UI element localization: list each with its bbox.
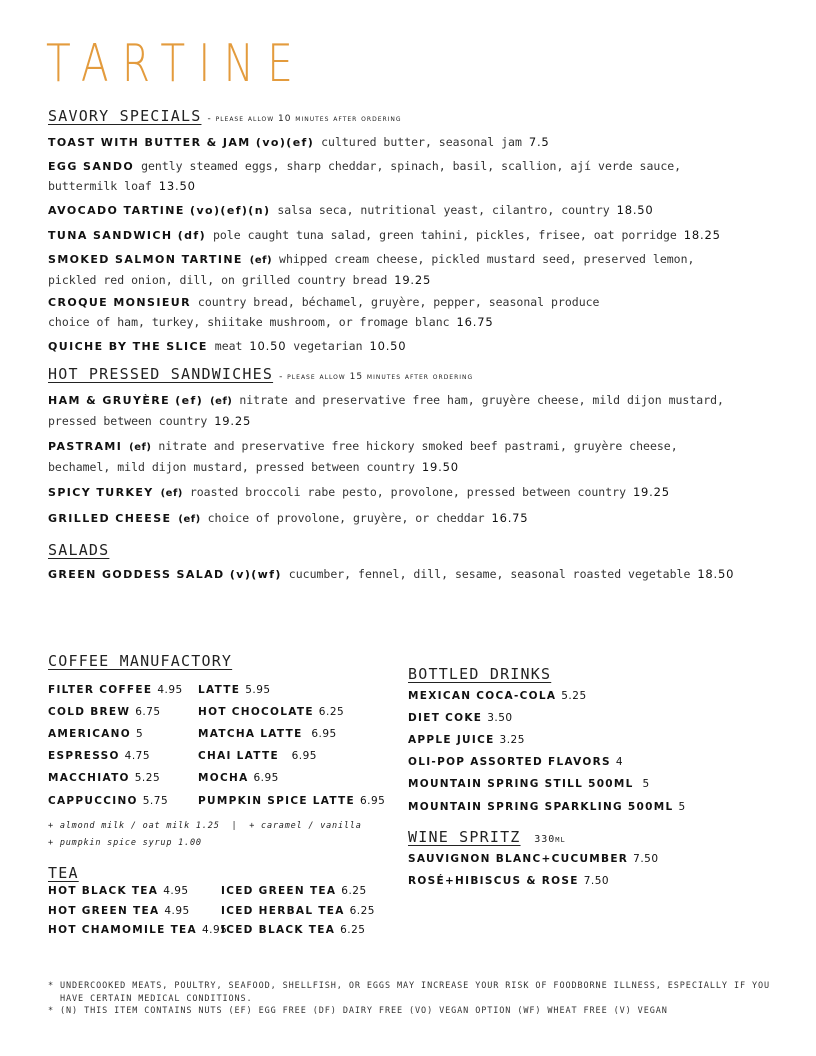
pressed-section-title: HOT PRESSED SANDWICHES [48, 365, 274, 383]
coffee-section-title: COFFEE MANUFACTORY [48, 652, 233, 670]
item-price-b: 10.50 [369, 339, 407, 353]
item-tags: (ef) [210, 396, 233, 407]
coffee-item: PUMPKIN SPICE LATTE 6.95 [198, 795, 386, 807]
menu-item-avocado-tartine [48, 201, 783, 221]
tea-item: HOT CHAMOMILE TEA 4.95 [48, 924, 228, 936]
tea-item: ICED BLACK TEA 6.25 [221, 924, 366, 936]
coffee-addon-line-2: + pumpkin spice syrup 1.00 [48, 838, 202, 848]
bottled-section-header [408, 664, 551, 683]
item-desc: nitrate and preservative free ham, gruyère cheese, mild dijon mustard, [239, 393, 724, 407]
salads-section-title: SALADS [48, 541, 110, 559]
item-desc: country bread, béchamel, gruyère, pepper, seasonal produce [197, 295, 600, 309]
coffee-item: FILTER COFFEE 4.95 [48, 684, 183, 696]
coffee-item: MOCHA 6.95 [198, 772, 279, 784]
item-name: EGG SANDO [48, 160, 135, 173]
bottled-item: OLI-POP ASSORTED FLAVORS 4 [408, 756, 624, 768]
item-name: TOAST WITH BUTTER & JAM (vo)(ef) [48, 136, 315, 149]
pressed-section-note: - please allow 15 minutes after ordering [279, 372, 474, 382]
item-desc-line2: pickled red onion, dill, on grilled country bread [48, 272, 388, 287]
item-desc: nitrate and preservative free hickory smoked beef pastrami, gruyère cheese, [158, 439, 678, 453]
item-price: 16.75 [491, 511, 529, 525]
item-price: 13.50 [158, 178, 196, 193]
menu-item-green-goddess [48, 565, 783, 585]
menu-item-egg-sando [48, 157, 783, 196]
wine-section-note: 330ml [534, 834, 566, 845]
item-name: AVOCADO TARTINE (vo)(ef)(n) [48, 204, 271, 217]
item-desc: roasted broccoli rabe pesto, provolone, pressed between country [189, 485, 626, 499]
menu-item-grilled-cheese [48, 509, 783, 530]
item-desc-line2: bechamel, mild dijon mustard, pressed between country [48, 459, 415, 474]
item-desc-b: vegetarian [293, 339, 363, 353]
pressed-section-header [48, 364, 473, 383]
item-price: 18.50 [697, 567, 735, 581]
bottled-item: MOUNTAIN SPRING STILL 500ML 5 [408, 778, 650, 790]
item-price: 19.25 [214, 413, 252, 428]
item-price: 18.50 [616, 203, 654, 217]
item-name: HAM & GRUYÈRE (ef) [48, 394, 204, 407]
tartine-logo: TARTINE [46, 34, 307, 94]
bottled-item: DIET COKE 3.50 [408, 712, 513, 724]
bottled-section-title: BOTTLED DRINKS [408, 665, 552, 683]
coffee-item: AMERICANO 5 [48, 728, 144, 740]
tea-item: ICED HERBAL TEA 6.25 [221, 905, 375, 917]
footnote-dietary-key: * (N) THIS ITEM CONTAINS NUTS (EF) EGG FREE (DF) DAIRY FREE (VO) VEGAN OPTION (WF) WHEAT FREE (V) VEGAN [48, 1006, 668, 1016]
savory-section-note: - please allow 10 minutes after ordering [207, 114, 402, 124]
tea-section-title: TEA [48, 864, 79, 882]
item-price: 16.75 [456, 314, 494, 329]
item-name: GRILLED CHEESE [48, 512, 172, 525]
menu-item-tuna-sandwich [48, 226, 783, 246]
wine-section-header [408, 827, 566, 846]
wine-item: SAUVIGNON BLANC+CUCUMBER 7.50 [408, 853, 659, 865]
menu-item-smoked-salmon [48, 250, 783, 290]
item-tags: (ef) [178, 514, 201, 525]
footnote-food-safety: * UNDERCOOKED MEATS, POULTRY, SEAFOOD, SHELLFISH, OR EGGS MAY INCREASE YOUR RISK OF FOODBORNE ILLNESS, ESPECIALLY IF YOU HAVE CERTAIN MEDICAL CONDITIONS. [48, 981, 771, 1004]
coffee-item: HOT CHOCOLATE 6.25 [198, 706, 345, 718]
menu-item-pastrami [48, 437, 783, 477]
coffee-item: LATTE 5.95 [198, 684, 271, 696]
item-desc: salsa seca, nutritional yeast, cilantro, country [277, 203, 610, 217]
tea-item: HOT GREEN TEA 4.95 [48, 905, 190, 917]
coffee-addon-line-1: + almond milk / oat milk 1.25 | + caramel / vanilla [48, 821, 362, 831]
menu-item-quiche [48, 337, 783, 357]
item-name: SMOKED SALMON TARTINE [48, 253, 243, 266]
bottled-item: MEXICAN COCA-COLA 5.25 [408, 690, 587, 702]
footnotes [48, 980, 778, 1018]
savory-section-header [48, 106, 402, 125]
tea-section-header [48, 863, 79, 882]
item-name: CROQUE MONSIEUR [48, 296, 191, 309]
item-price: 7.5 [528, 135, 550, 149]
bottled-item: APPLE JUICE 3.25 [408, 734, 525, 746]
menu-item-spicy-turkey [48, 483, 783, 504]
item-name: GREEN GODDESS SALAD (v)(wf) [48, 568, 282, 581]
item-desc: whipped cream cheese, pickled mustard seed, preserved lemon, [279, 252, 695, 266]
coffee-item: CHAI LATTE 6.95 [198, 750, 317, 762]
item-price: 19.25 [394, 272, 432, 287]
item-price: 10.50 [249, 339, 287, 353]
item-desc: gently steamed eggs, sharp cheddar, spinach, basil, scallion, ají verde sauce, [141, 159, 682, 173]
item-desc: pole caught tuna salad, green tahini, pickles, frisee, oat porridge [212, 228, 677, 242]
item-tags: (ef) [249, 255, 273, 266]
tea-item: ICED GREEN TEA 6.25 [221, 885, 367, 897]
item-name: QUICHE BY THE SLICE [48, 340, 208, 353]
item-price: 19.25 [632, 485, 670, 499]
item-price: 19.50 [421, 459, 459, 474]
coffee-section-header [48, 651, 232, 670]
coffee-item: COLD BREW 6.75 [48, 706, 161, 718]
item-name: TUNA SANDWICH (df) [48, 229, 207, 242]
coffee-item: ESPRESSO 4.75 [48, 750, 151, 762]
menu-item-toast [48, 133, 783, 153]
item-desc-line2: pressed between country [48, 413, 208, 428]
item-name: SPICY TURKEY [48, 486, 154, 499]
menu-item-croque-monsieur [48, 293, 783, 332]
item-desc: cultured butter, seasonal jam [321, 135, 522, 149]
wine-item: ROSÉ+HIBISCUS & ROSE 7.50 [408, 875, 610, 887]
savory-section-title: SAVORY SPECIALS [48, 107, 202, 125]
coffee-item: MACCHIATO 5.25 [48, 772, 161, 784]
item-price: 18.25 [683, 228, 721, 242]
item-desc: meat [214, 339, 243, 353]
coffee-item: CAPPUCCINO 5.75 [48, 795, 169, 807]
bottled-item: MOUNTAIN SPRING SPARKLING 500ML 5 [408, 801, 686, 813]
item-name: PASTRAMI [48, 440, 123, 453]
menu-item-ham-gruyere [48, 391, 783, 431]
item-tags: (ef) [129, 442, 152, 453]
tea-item: HOT BLACK TEA 4.95 [48, 885, 189, 897]
wine-section-title: WINE SPRITZ [408, 828, 521, 846]
item-desc-line2: choice of ham, turkey, shiitake mushroom, or fromage blanc [48, 314, 450, 329]
item-tags: (ef) [160, 488, 183, 499]
salads-section-header [48, 540, 109, 559]
item-desc-line2: buttermilk loaf [48, 178, 152, 193]
item-desc: cucumber, fennel, dill, sesame, seasonal roasted vegetable [288, 567, 691, 581]
coffee-item: MATCHA LATTE 6.95 [198, 728, 337, 740]
item-desc: choice of provolone, gruyère, or cheddar [207, 511, 485, 525]
